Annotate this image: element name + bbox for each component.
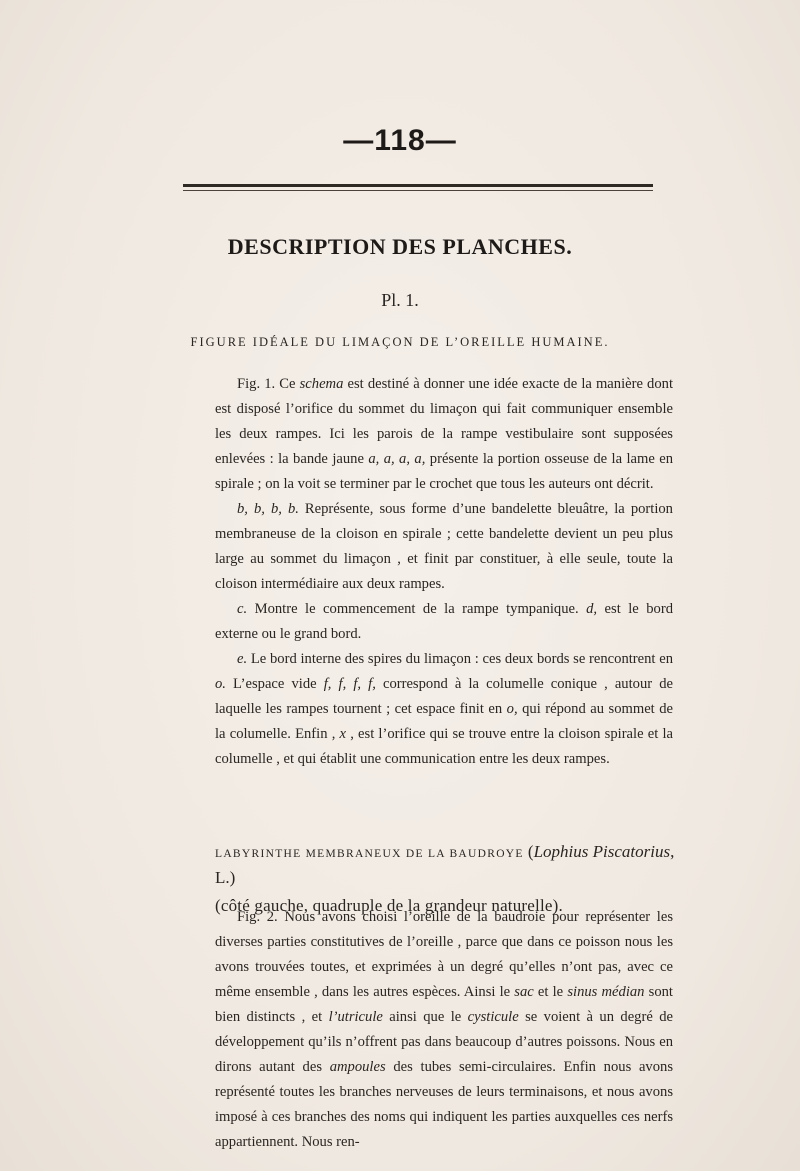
text-run-italic: c.: [237, 601, 248, 617]
text-run-italic: x: [339, 726, 347, 742]
text-run: et le: [533, 984, 568, 1000]
text-run: présente la portion osseuse de la lame en spirale ; on la voit se terminer par le crochet que tous les auteurs ont décrit.: [215, 451, 674, 492]
plate-label: Pl. 1.: [381, 290, 419, 310]
text-run: qui répond au sommet de la columelle. Enfin ,: [215, 701, 673, 742]
text-run: Représente, sous forme d’une bandelette bleuâtre, la portion membraneuse de la cloison en spirale ; cette bandelette devient un peu plus large au sommet du limaçon , et finit par constituer, à elle seule, toute la cloison intermédiaire aux deux rampes.: [215, 501, 673, 592]
text-run: Fig. 1. Ce: [237, 376, 300, 392]
header-rule-thick: [183, 184, 653, 187]
fig1-paragraph-4: [215, 647, 673, 772]
fig1-paragraph-3: [215, 597, 673, 647]
fig1-paragraph-2: [215, 497, 673, 597]
text-run: , est l’orifice qui se trouve entre la cloison spirale et la columelle , et qui établit une communication entre les deux rampes.: [215, 726, 673, 767]
header-rule-thin: [183, 190, 653, 191]
text-run: est le bord externe ou le grand bord.: [215, 601, 673, 642]
size-note: (côté gauche, quadruple de la grandeur naturelle).: [215, 896, 563, 915]
text-run-italic: sac: [514, 984, 534, 1000]
text-run-italic: o.: [215, 676, 226, 692]
text-run: Le bord interne des spires du limaçon : ces deux bords se rencontrent en: [247, 651, 673, 667]
figure-title: FIGURE IDÉALE DU LIMAÇON DE L’OREILLE HUMAINE.: [190, 335, 610, 349]
text-run-italic: cysticule: [467, 1009, 519, 1025]
text-run: se voient à un degré de développement qu’ils n’offrent pas dans beaucoup d’autres poissons. Nous en dirons autant des: [215, 1009, 673, 1075]
page-number: —118—: [343, 124, 457, 157]
text-run: est destiné à donner une idée exacte de la manière dont est disposé l’orifice du sommet du limaçon qui fait communiquer ensemble les deux rampes. Ici les parois de la rampe vestibulaire sont supposées enlevées : la bande jaune: [215, 376, 674, 467]
text-run-italic: f, f, f, f,: [323, 676, 376, 692]
text-run-italic: sinus médian: [567, 984, 645, 1000]
text-run-italic: l’utricule: [328, 1009, 383, 1025]
text-run-italic: d,: [586, 601, 598, 617]
text-run-italic: schema: [299, 376, 344, 392]
text-run-italic: e.: [237, 651, 248, 667]
text-run: Fig. 2. Nous avons choisi l’oreille de la baudroie pour représenter les diverses parties constitutives de l’oreille , parce que dans ce poisson nous les avons trouvées toutes, et exprimées à un degré qu’elles n’ont pas, avec ce même ensemble , dans les autres espèces. Ainsi le: [215, 909, 673, 1000]
section-heading-label: LABYRINTHE MEMBRANEUX DE LA BAUDROYE: [215, 848, 528, 860]
text-run-italic: ampoules: [329, 1059, 386, 1075]
text-run: Montre le commencement de la rampe tympanique.: [247, 601, 587, 617]
text-run: des tubes semi-circulaires. Enfin nous avons représenté toutes les branches nerveuses de leurs terminaisons, et nous avons imposé à ces branches des noms qui indiquent les parties auxquelles ces nerfs appartiennent. Nous ren-: [215, 1059, 673, 1150]
paren-close: , L.): [215, 842, 675, 887]
figure-1-description: [215, 372, 673, 772]
species-name: Lophius Piscatorius: [533, 842, 671, 861]
text-run: correspond à la columelle conique , autour de laquelle les rampes tournent ; cet espace finit en: [215, 676, 673, 717]
text-run: sont bien distincts , et: [215, 984, 673, 1025]
text-run-italic: b, b, b, b.: [237, 501, 299, 517]
fig2-paragraph: [215, 905, 673, 1155]
text-run: L’espace vide: [225, 676, 324, 692]
paren-open: (: [527, 842, 534, 861]
page-title: DESCRIPTION DES PLANCHES.: [227, 234, 573, 259]
text-run-italic: o,: [506, 701, 518, 717]
figure-2-description: [215, 905, 673, 1155]
fig1-paragraph-1: [215, 372, 673, 497]
text-run: ainsi que le: [382, 1009, 468, 1025]
text-run-italic: a, a, a, a,: [368, 451, 426, 467]
